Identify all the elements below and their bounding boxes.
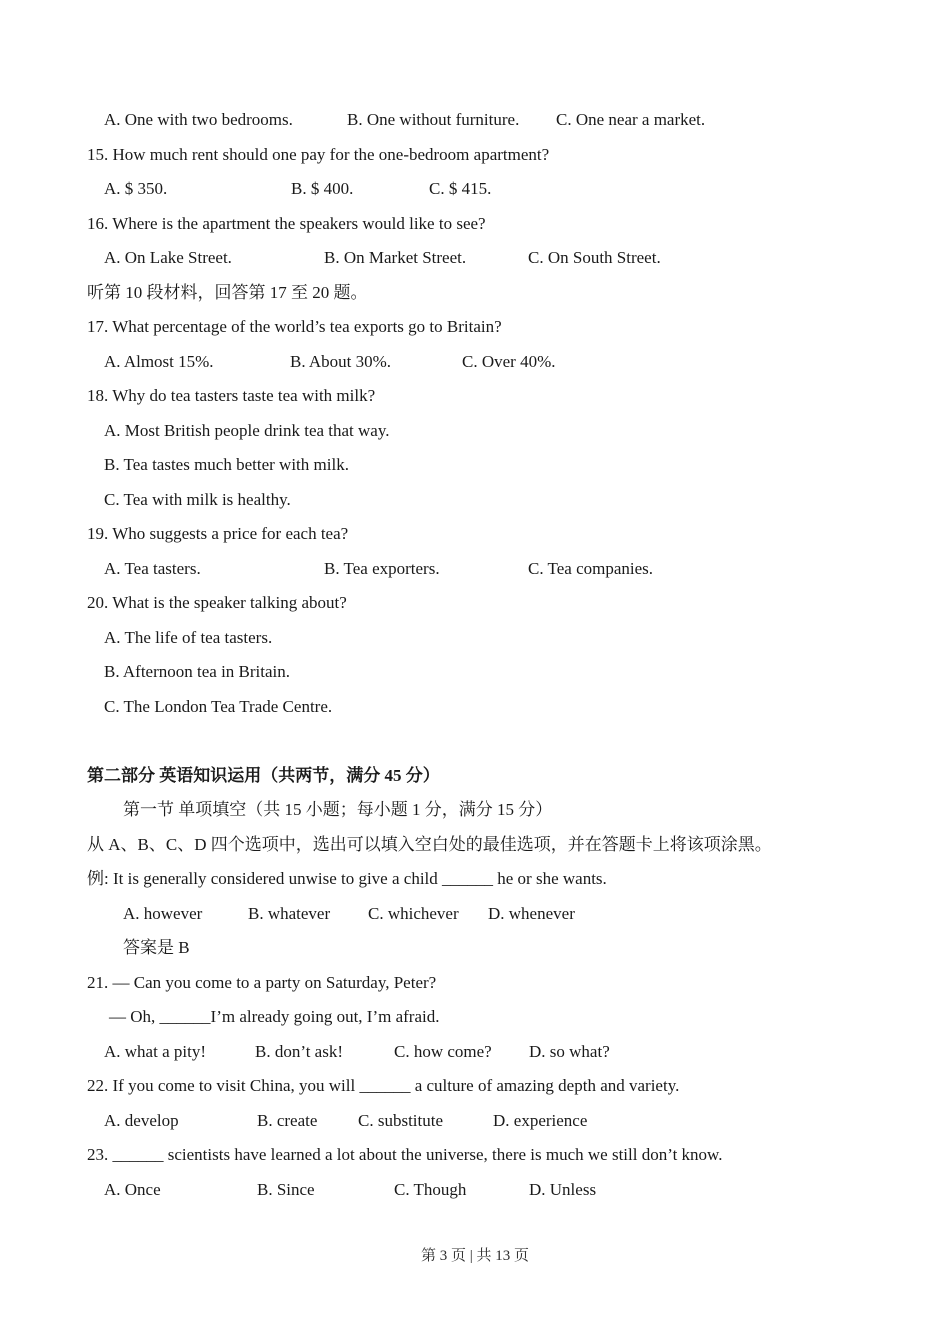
q14-option-c: C. One near a market. xyxy=(556,110,706,129)
q22-stem: 22. If you come to visit China, you will ______ a culture of amazing depth and variety. xyxy=(87,1076,680,1095)
q17-stem: 17. What percentage of the world’s tea exports go to Britain? xyxy=(87,317,502,336)
example-option-c: C. whichever xyxy=(368,903,459,923)
q15-option-b: B. $ 400. xyxy=(291,179,354,198)
example-option-a: A. however xyxy=(123,903,203,923)
part2-instruction: 从 A、B、C、D 四个选项中，选出可以填入空白处的最佳选项，并在答题卡上将该项涂黑。 xyxy=(87,834,772,854)
q22-option-b: B. create xyxy=(257,1110,318,1130)
q23-option-b: B. Since xyxy=(257,1179,315,1199)
example-answer-note: 答案是 B xyxy=(123,938,190,957)
q23-options-row xyxy=(87,1173,950,1208)
q18-option-c: C. Tea with milk is healthy. xyxy=(104,489,291,509)
q19-stem: 19. Who suggests a price for each tea? xyxy=(87,524,349,543)
q18-stem: 18. Why do tea tasters taste tea with milk? xyxy=(87,386,376,405)
q23-option-c: C. Though xyxy=(394,1179,467,1199)
q20-option-a: A. The life of tea tasters. xyxy=(104,627,273,647)
q21-option-a: A. what a pity! xyxy=(104,1041,206,1061)
q15-options-row xyxy=(87,172,950,207)
q17-option-a: A. Almost 15%. xyxy=(104,351,214,371)
example-option-d: D. whenever xyxy=(488,903,575,923)
q14-option-b: B. One without furniture. xyxy=(347,110,520,129)
page-footer xyxy=(0,1244,950,1265)
q22-option-a: A. develop xyxy=(104,1110,179,1130)
q16-option-c: C. On South Street. xyxy=(528,248,661,267)
q15-option-c: C. $ 415. xyxy=(429,179,492,198)
q19-option-c: C. Tea companies. xyxy=(528,558,654,578)
part2-section-title: 第一节 单项填空（共 15 小题；每小题 1 分，满分 15 分） xyxy=(123,800,553,819)
q21-option-d: D. so what? xyxy=(529,1041,610,1061)
q15-stem: 15. How much rent should one pay for the one-bedroom apartment? xyxy=(87,144,550,164)
q14-option-a: A. One with two bedrooms. xyxy=(104,110,293,129)
example-option-b: B. whatever xyxy=(248,903,331,923)
example-options-row xyxy=(87,897,950,932)
q18-option-a: A. Most British people drink tea that way. xyxy=(104,420,390,440)
q17-option-c: C. Over 40%. xyxy=(462,351,556,371)
q23-stem: 23. ______ scientists have learned a lot about the universe, there is much we still don’t know. xyxy=(87,1145,723,1164)
q14-options-row xyxy=(87,103,950,138)
q23-option-d: D. Unless xyxy=(529,1179,597,1199)
part2-title: 第二部分 英语知识运用（共两节，满分 45 分） xyxy=(87,765,440,785)
q21-stem: 21. — Can you come to a party on Saturday, Peter? xyxy=(87,972,437,992)
q22-options-row xyxy=(87,1104,950,1139)
q21-option-c: C. how come? xyxy=(394,1041,492,1061)
q19-option-b: B. Tea exporters. xyxy=(324,558,440,578)
q23-option-a: A. Once xyxy=(104,1179,161,1199)
q20-stem: 20. What is the speaker talking about? xyxy=(87,593,347,612)
q22-option-d: D. experience xyxy=(493,1110,588,1130)
q21-reply: — Oh, ______I’m already going out, I’m afraid. xyxy=(109,1007,440,1026)
q20-option-b: B. Afternoon tea in Britain. xyxy=(104,662,291,681)
example-stem: 例: It is generally considered unwise to give a child ______ he or she wants. xyxy=(87,869,607,888)
q20-option-c: C. The London Tea Trade Centre. xyxy=(104,696,333,716)
q21-options-row xyxy=(87,1035,950,1070)
q16-option-a: A. On Lake Street. xyxy=(104,248,232,267)
q16-options-row xyxy=(87,241,950,276)
q15-option-a: A. $ 350. xyxy=(104,179,168,198)
q22-option-c: C. substitute xyxy=(358,1110,444,1130)
q19-option-a: A. Tea tasters. xyxy=(104,558,201,578)
q16-stem: 16. Where is the apartment the speakers would like to see? xyxy=(87,213,486,233)
material-note: 听第 10 段材料，回答第 17 至 20 题。 xyxy=(87,282,368,302)
q17-options-row xyxy=(87,345,950,380)
q16-option-b: B. On Market Street. xyxy=(324,248,467,267)
q21-option-b: B. don’t ask! xyxy=(255,1041,343,1061)
page-number: 第 3 页 | 共 13 页 xyxy=(420,1248,529,1264)
q19-options-row xyxy=(87,552,950,587)
q18-option-b: B. Tea tastes much better with milk. xyxy=(104,455,349,474)
q17-option-b: B. About 30%. xyxy=(290,351,392,371)
blank-line xyxy=(87,724,950,759)
